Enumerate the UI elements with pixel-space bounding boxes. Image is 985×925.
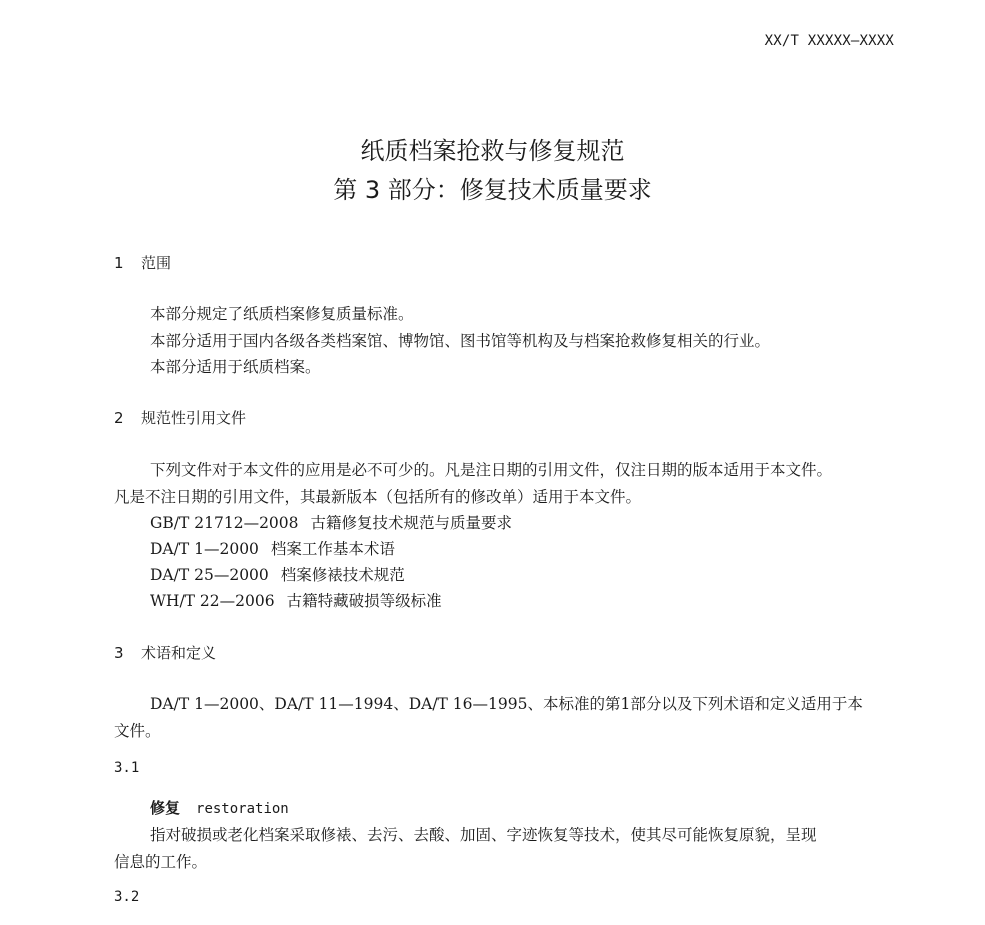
section-number: 1 <box>114 254 124 272</box>
section-title: 范围 <box>141 254 172 272</box>
reference-item <box>150 511 512 533</box>
term-number: 3.2 <box>114 889 140 905</box>
reference-title: 档案工作基本术语 <box>270 540 395 558</box>
term-entry <box>150 797 289 818</box>
section-heading-scope <box>114 252 171 273</box>
term-english: restoration <box>196 801 289 817</box>
section-heading-normative-references <box>114 407 246 428</box>
document-title: 纸质档案抢救与修复规范 <box>360 137 625 165</box>
reference-item <box>150 537 395 559</box>
reference-title: 古籍修复技术规范与质量要求 <box>310 514 513 532</box>
paragraph: 本部分规定了纸质档案修复质量标准。 <box>150 305 414 323</box>
paragraph: 下列文件对于本文件的应用是必不可少的。凡是注日期的引用文件，仅注日期的版本适用于本文件。 <box>150 461 833 479</box>
reference-code: WH/T 22—2006 <box>150 592 275 610</box>
section-title: 术语和定义 <box>141 644 217 662</box>
term-number: 3.1 <box>114 760 140 776</box>
document-subtitle: 第 3 部分：修复技术质量要求 <box>333 176 652 204</box>
paragraph: 本部分适用于纸质档案。 <box>150 358 321 376</box>
paragraph: 本部分适用于国内各级各类档案馆、博物馆、图书馆等机构及与档案抢救修复相关的行业。 <box>150 332 771 350</box>
section-number: 3 <box>114 644 124 662</box>
reference-item <box>150 563 405 585</box>
term-definition: 指对破损或老化档案采取修裱、去污、去酸、加固、字迹恢复等技术，使其尽可能恢复原貌，呈现 <box>150 826 817 844</box>
paragraph: 凡是不注日期的引用文件，其最新版本（包括所有的修改单）适用于本文件。 <box>114 488 642 506</box>
section-heading-terms-definitions <box>114 642 216 663</box>
section-number: 2 <box>114 409 124 427</box>
paragraph: DA/T 1—2000、DA/T 11—1994、DA/T 16—1995、本标准的第1部分以及下列术语和定义适用于本 <box>150 695 863 713</box>
reference-code: DA/T 1—2000 <box>150 540 259 558</box>
term-chinese: 修复 <box>150 799 181 817</box>
term-definition: 信息的工作。 <box>114 853 208 871</box>
reference-title: 档案修裱技术规范 <box>280 566 405 584</box>
reference-code: GB/T 21712—2008 <box>150 514 299 532</box>
reference-item <box>150 589 442 611</box>
section-title: 规范性引用文件 <box>141 409 247 427</box>
reference-code: DA/T 25—2000 <box>150 566 269 584</box>
paragraph: 文件。 <box>114 722 161 740</box>
document-number: XX/T XXXXX—XXXX <box>764 33 894 49</box>
reference-title: 古籍特藏破损等级标准 <box>286 592 442 610</box>
